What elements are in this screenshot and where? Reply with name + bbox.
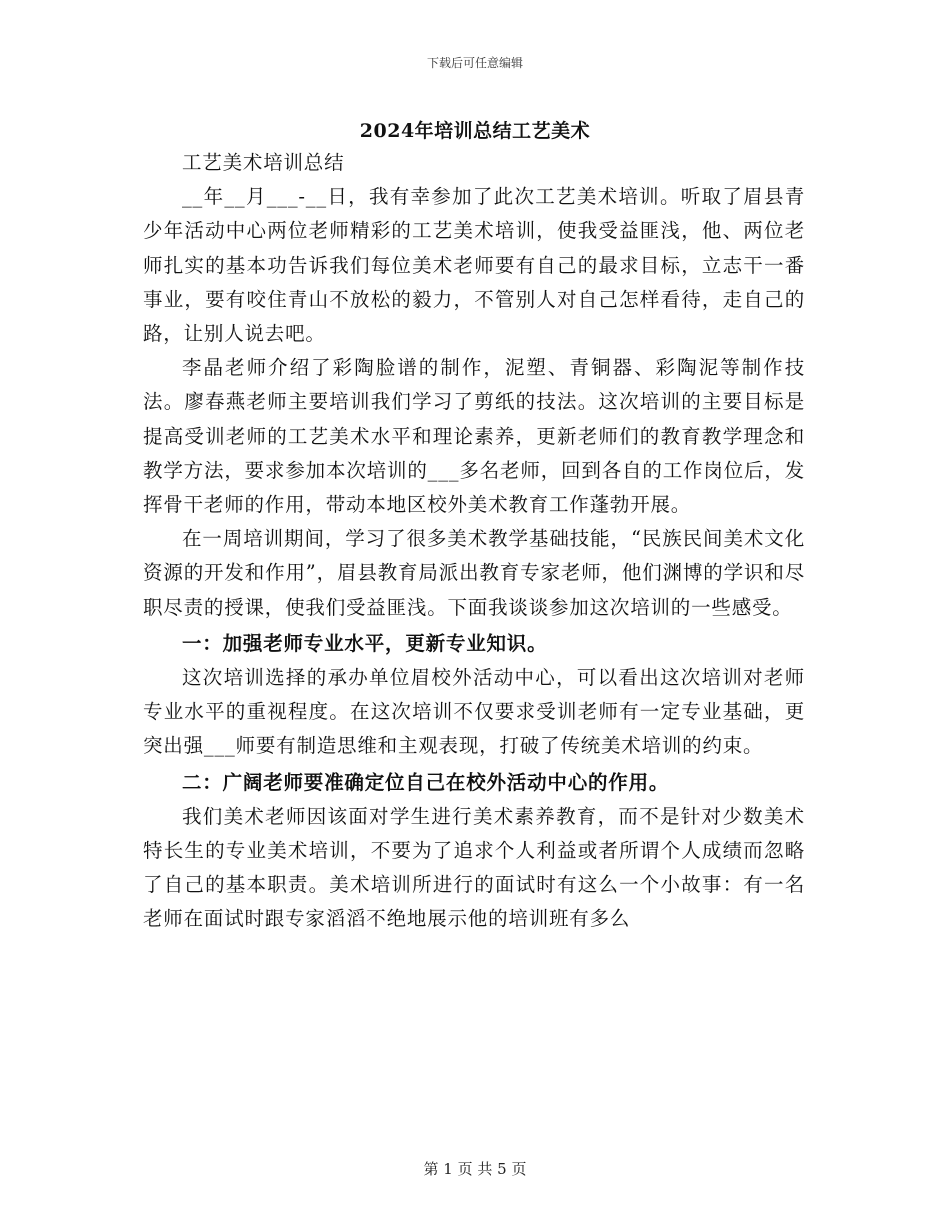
paragraph: 我们美术老师因该面对学生进行美术素养教育，而不是针对少数美术特长生的专业美术培训，不要为了追求个人利益或者所谓个人成绩而忽略了自己的基本职责。美术培训所进行的面试时有这么一个小故事：有一名老师在面试时跟专家滔滔不绝地展示他的培训班有多么 [143, 804, 805, 931]
paragraph-subtitle: 工艺美术培训总结 [182, 151, 345, 174]
paragraph: 在一周培训期间，学习了很多美术教学基础技能，“民族民间美术文化资源的开发和作用”，眉县教育局派出教育专家老师，他们渊博的学识和尽职尽责的授课，使我们受益匪浅。下面我谈谈参加这次培训的一些感受。 [143, 527, 805, 619]
paragraph: 这次培训选择的承办单位眉校外活动中心，可以看出这次培训对老师专业水平的重视程度。在这次培训不仅要求受训老师有一定专业基础，更突出强___师要有制造思维和主观表现，打破了传统美术培训的约束。 [143, 666, 805, 758]
section-heading-2: 二：广阔老师要准确定位自己在校外活动中心的作用。 [182, 770, 670, 794]
page-number: 第 1 页 共 5 页 [423, 1160, 527, 1178]
paragraph: __年__月___-__日，我有幸参加了此次工艺美术培训。听取了眉县青少年活动中心两位老师精彩的工艺美术培训，使我受益匪浅，他、两位老师扎实的基本功告诉我们每位美术老师要有自己的最求目标，立志干一番事业，要有咬住青山不放松的毅力，不管别人对自己怎样看待，走自己的路，让别人说去吧。 [143, 185, 805, 346]
section-heading-1: 一：加强老师专业水平，更新专业知识。 [182, 631, 548, 655]
header-note: 下载后可任意编辑 [426, 56, 523, 70]
paragraph: 李晶老师介绍了彩陶脸谱的制作，泥塑、青铜器、彩陶泥等制作技法。廖春燕老师主要培训我们学习了剪纸的技法。这次培训的主要目标是提高受训老师的工艺美术水平和理论素养，更新老师们的教育教学理念和教学方法，要求参加本次培训的___多名老师，回到各自的工作岗位后，发挥骨干老师的作用，带动本地区校外美术教育工作蓬勃开展。 [143, 356, 805, 517]
document-body [143, 146, 805, 937]
document-title: 2024年培训总结工艺美术 [359, 120, 591, 142]
